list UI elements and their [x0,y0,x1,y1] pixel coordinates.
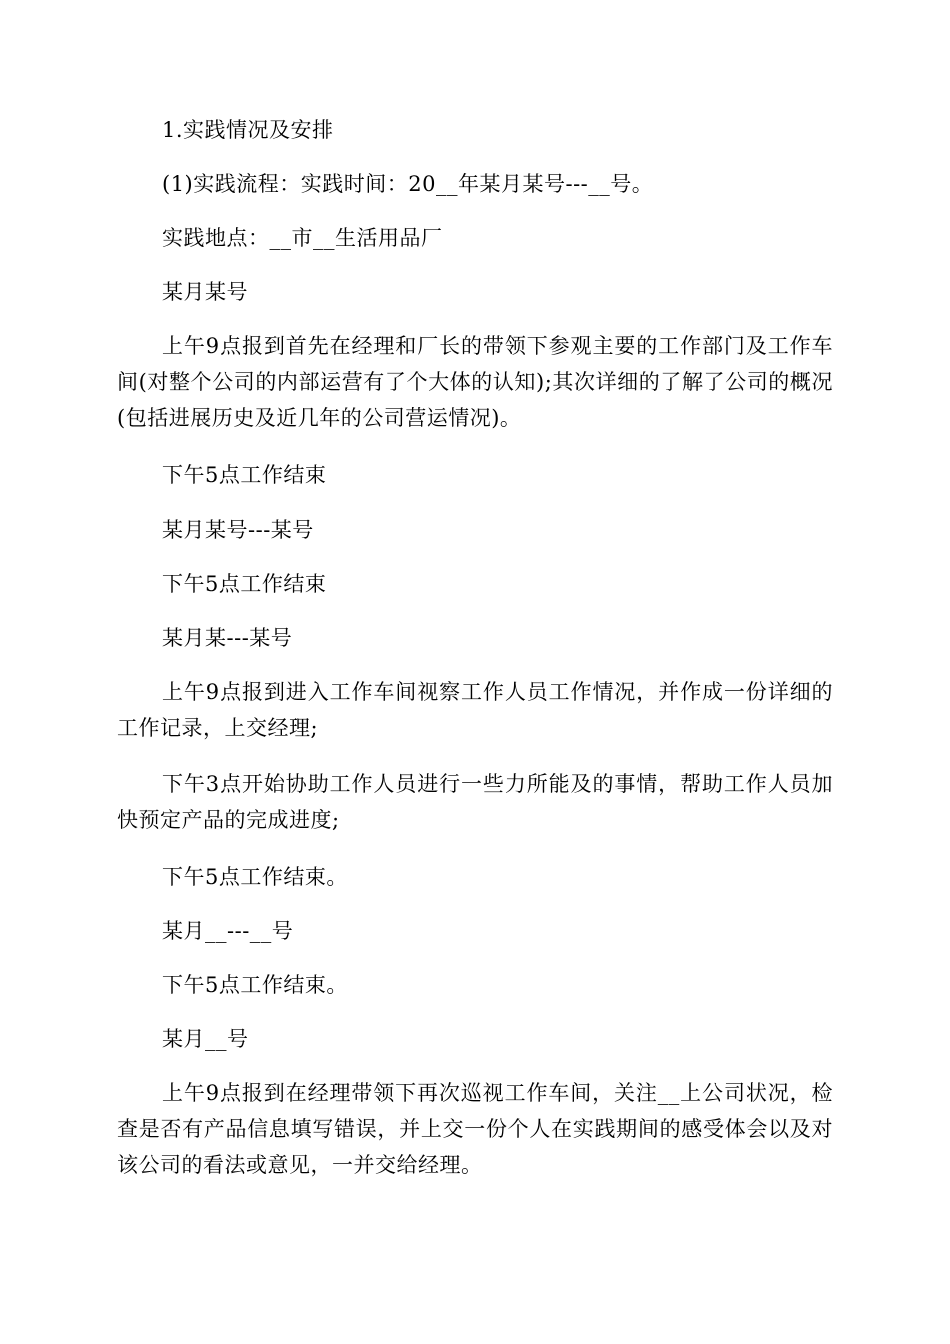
schedule-line: 下午5点工作结束。 [162,973,348,997]
date-heading: 某月__号 [162,1027,249,1051]
schedule-line: 下午5点工作结束 [162,463,327,487]
section-heading: 1.实践情况及安排 [162,118,334,142]
practice-location-line: 实践地点：__市__生活用品厂 [162,226,443,250]
schedule-paragraph: 上午9点报到在经理带领下再次巡视工作车间，关注__上公司状况，检查是否有产品信息填写错误，并上交一份个人在实践期间的感受体会以及对该公司的看法或意见，一并交给经理。 [117,1081,833,1177]
schedule-paragraph: 下午3点开始协助工作人员进行一些力所能及的事情，帮助工作人员加快预定产品的完成进度; [117,772,833,832]
date-heading: 某月某---某号 [162,626,293,650]
date-heading: 某月某号---某号 [162,518,314,542]
schedule-paragraph: 上午9点报到首先在经理和厂长的带领下参观主要的工作部门及工作车间(对整个公司的内部运营有了个大体的认知);其次详细的了解了公司的概况(包括进展历史及近几年的公司营运情况)。 [117,334,833,430]
practice-time-line: (1)实践流程：实践时间：20__年某月某号---__号。 [162,172,654,196]
schedule-paragraph: 上午9点报到进入工作车间视察工作人员工作情况，并作成一份详细的工作记录，上交经理; [117,680,833,740]
date-heading: 某月__---__号 [162,919,294,943]
schedule-line: 下午5点工作结束。 [162,865,348,889]
schedule-line: 下午5点工作结束 [162,572,327,596]
date-heading: 某月某号 [162,280,248,304]
